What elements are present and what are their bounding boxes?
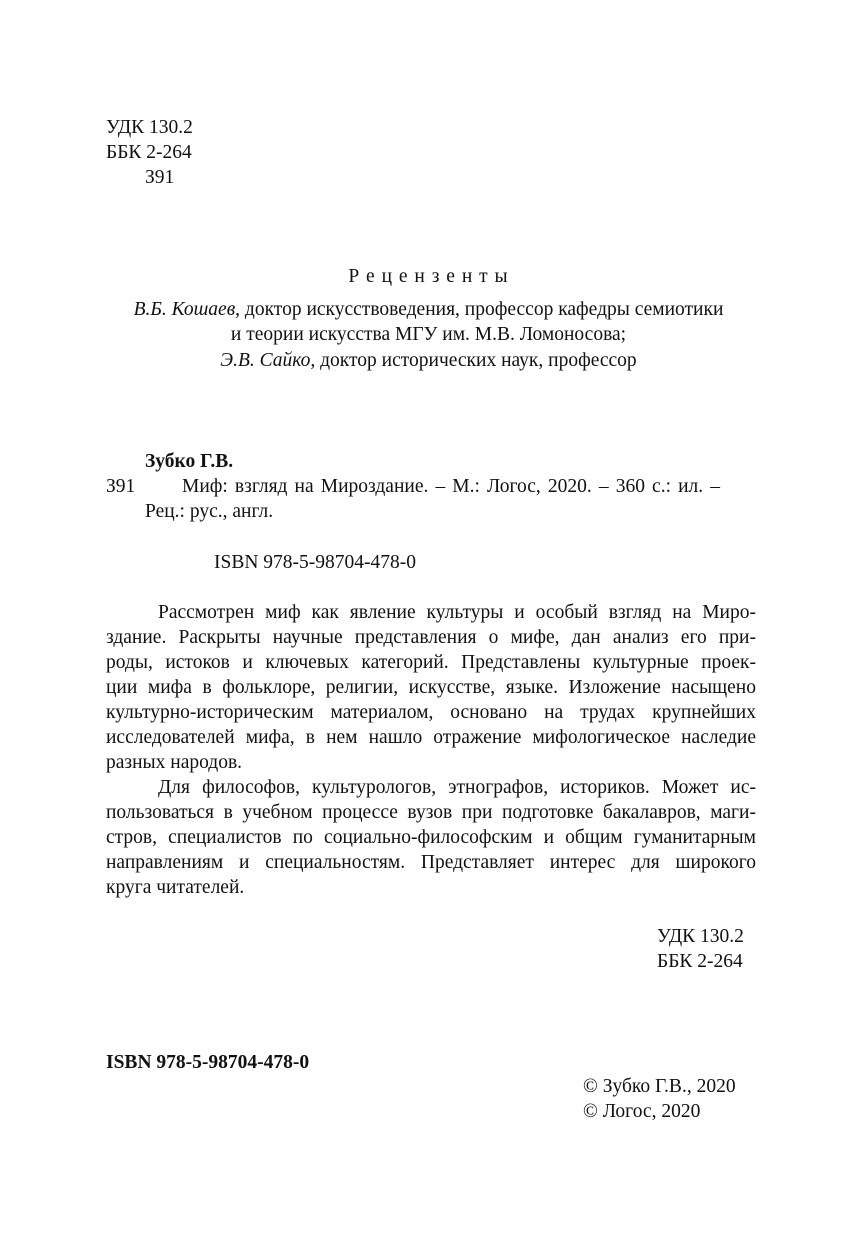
- reviewer-1: [0, 297, 857, 322]
- abstract-line: Для философов, культурологов, этнографов, историков. Может ис-: [158, 777, 756, 798]
- footer-bbk-code: ББК 2-264: [657, 951, 743, 972]
- abstract-line: роды, истоков и ключевых категорий. Представлены культурные проек-: [106, 652, 756, 673]
- reviewer-2: [0, 348, 857, 373]
- udk-code: УДК 130.2: [106, 117, 193, 138]
- abstract-paragraph-2: [106, 775, 756, 900]
- abstract-line: стров, специалистов по социально-философским и общим гуманитарным: [106, 827, 756, 848]
- record-reviews-lang: Рец.: рус., англ.: [145, 501, 274, 522]
- abstract-line: Рассмотрен миф как явление культуры и особый взгляд на Миро-: [158, 602, 756, 623]
- record-author: Зубко Г.В.: [145, 451, 234, 472]
- bbk-code: ББК 2-264: [106, 142, 192, 163]
- abstract-line: круга читателей.: [106, 877, 245, 898]
- reviewer-1-title: доктор искусствоведения, профессор кафедры семиотики: [244, 299, 724, 320]
- reviewer-2-title: доктор исторических наук, профессор: [320, 350, 637, 371]
- abstract-line: культурно-историческим материалом, основано на трудах крупнейших: [106, 702, 756, 723]
- abstract-line: разных народов.: [106, 752, 243, 773]
- abstract-paragraph-1: [106, 600, 756, 775]
- record-sign: З91: [106, 476, 136, 497]
- abstract-line: направлениям и специальностям. Представляет интерес для широкого: [106, 852, 756, 873]
- reviewer-2-name: Э.В. Сайко,: [220, 350, 316, 371]
- isbn-bold: ISBN 978-5-98704-478-0: [106, 1052, 310, 1073]
- abstract-line: ции мифа в фольклоре, религии, искусстве, языке. Изложение насыщено: [106, 677, 756, 698]
- author-sign: З91: [145, 167, 175, 188]
- abstract-line: исследователей мифа, в нем нашло отражение мифологическое наследие: [106, 727, 756, 748]
- copyright-author: © Зубко Г.В., 2020: [583, 1076, 736, 1097]
- record-isbn: ISBN 978-5-98704-478-0: [214, 552, 417, 573]
- abstract-line: здание. Раскрыты научные представления о мифе, дан анализ его при-: [106, 627, 756, 648]
- reviewers-heading: Р е ц е н з е н т ы: [348, 266, 509, 287]
- copyright-publisher: © Логос, 2020: [583, 1101, 701, 1122]
- abstract-line: пользоваться в учебном процессе вузов при подготовке бакалавров, маги-: [106, 802, 756, 823]
- reviewer-1-title-cont: и теории искусства МГУ им. М.В. Ломоносова;: [230, 324, 627, 345]
- reviewer-1-name: В.Б. Кошаев,: [133, 299, 241, 320]
- record-title-line: Миф: взгляд на Мироздание. – М.: Логос, 2020. – 360 с.: ил. –: [182, 476, 720, 497]
- footer-udk-code: УДК 130.2: [657, 926, 744, 947]
